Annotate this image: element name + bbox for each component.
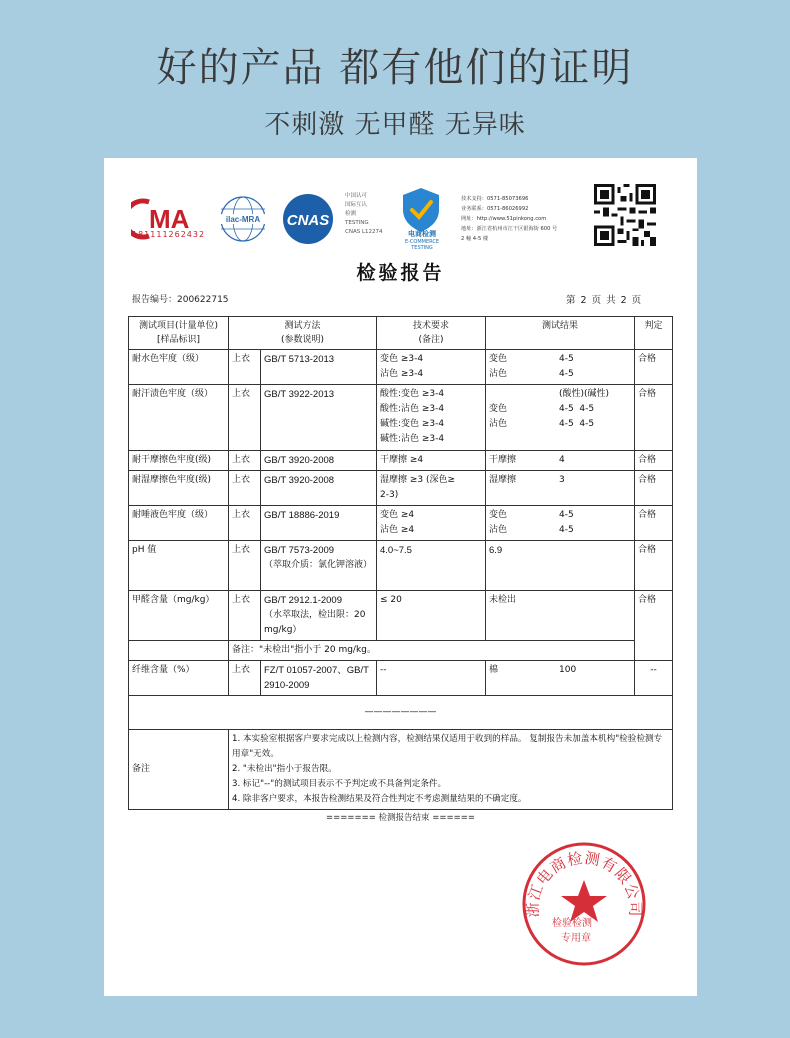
separator-row — [129, 696, 673, 730]
table-row — [129, 506, 673, 541]
hero-subtitle: 不刺激 无甲醛 无异味 — [264, 110, 526, 140]
seal-text-line1: 检验检测 — [552, 918, 592, 929]
cell-item: pH 值 — [129, 541, 229, 591]
report-title: 检验报告 — [356, 262, 445, 284]
cell-verdict: 合格 — [635, 471, 673, 506]
table-header-row — [129, 317, 673, 350]
formaldehyde-note: 备注："未检出"指小于 20 mg/kg。 — [229, 641, 635, 661]
table-row — [129, 451, 673, 471]
contact-block — [461, 194, 557, 244]
shield-sub: E-COMMERCE TESTING — [404, 239, 440, 251]
seal-arc-text: 浙江电商检测有限公司 — [523, 848, 645, 918]
cell-method: FZ/T 01057-2007、GB/T 2910-2009 — [261, 661, 377, 696]
cell-part: 上衣 — [229, 385, 261, 451]
cell-method: GB/T 3920-2008 — [261, 451, 377, 471]
pagination: 第 2 页 共 2 页 — [566, 295, 643, 306]
notes-content — [229, 730, 673, 810]
table-row — [129, 385, 673, 451]
note-line: 2. "未检出"指小于报告限。 — [232, 764, 337, 774]
cell-requirement: ≤ 20 — [377, 591, 486, 641]
header-method: 测试方法 (参数说明) — [229, 317, 377, 350]
cell-part: 上衣 — [229, 471, 261, 506]
cert-line: 检测 — [345, 211, 357, 217]
shield-label — [394, 230, 450, 251]
cell-result: 湿摩擦 3 — [486, 471, 635, 506]
cell-item: 耐湿摩擦色牢度(级) — [129, 471, 229, 506]
table-row — [129, 661, 673, 696]
cnas-logo — [276, 192, 340, 246]
cell-item: 耐干摩擦色牢度(级) — [129, 451, 229, 471]
cell-result: 6.9 — [486, 541, 635, 591]
cell-requirement: 变色 ≥4 沾色 ≥4 — [377, 506, 486, 541]
header-item: 测试项目(计量单位) [样品标识] — [129, 317, 229, 350]
shield-check-icon — [399, 186, 443, 234]
table-row — [129, 541, 673, 591]
contact-line: 技术支持：0571-85073696 — [461, 196, 529, 202]
cell-result: 棉 100 — [486, 661, 635, 696]
table-row-note — [129, 641, 673, 661]
contact-line: 2 幢 4-5 楼 — [461, 236, 489, 242]
cell-result: 变色 4-5 沾色 4-5 — [486, 350, 635, 385]
cell-result: (酸性)(碱性) 变色 4-5 4-5 沾色 4-5 4-5 — [486, 385, 635, 451]
cell-part: 上衣 — [229, 541, 261, 591]
cell-requirement: -- — [377, 661, 486, 696]
cell-part: 上衣 — [229, 350, 261, 385]
cell-verdict: -- — [635, 661, 673, 696]
cell-verdict: 合格 — [635, 591, 673, 661]
cell-method: GB/T 18886-2019 — [261, 506, 377, 541]
table-row — [129, 591, 673, 641]
separator-line: ———————— — [129, 696, 673, 730]
report-table — [128, 316, 673, 810]
note-line: 4. 除非客户要求，本报告检测结果及符合性判定不考虑测量结果的不确定度。 — [232, 794, 527, 804]
notes-row — [129, 730, 673, 810]
cell-method: GB/T 2912.1-2009 （水萃取法，检出限：20mg/kg） — [261, 591, 377, 641]
cell-method: GB/T 7573-2009 （萃取介质：氯化钾溶液） — [261, 541, 377, 591]
cell-requirement: 变色 ≥3-4 沾色 ≥3-4 — [377, 350, 486, 385]
notes-label: 备注 — [129, 730, 229, 810]
ilac-text: ilac-MRA — [225, 215, 261, 224]
cell-part: 上衣 — [229, 451, 261, 471]
cell-part: 上衣 — [229, 591, 261, 641]
ma-number: 181111262432 — [132, 230, 206, 239]
cell-result: 干摩擦 4 — [486, 451, 635, 471]
cell-result: 变色 4-5 沾色 4-5 — [486, 506, 635, 541]
hero-title: 好的产品 都有他们的证明 — [156, 45, 634, 91]
ma-logo-text: MA — [149, 204, 190, 234]
cert-line: TESTING — [345, 220, 369, 226]
shield-name: 电商检测 — [408, 230, 436, 238]
cell-item: 甲醛含量（mg/kg） — [129, 591, 229, 641]
cell-requirement: 干摩擦 ≥4 — [377, 451, 486, 471]
report-number: 报告编号：200622715 — [132, 295, 229, 305]
note-line: 3. 标记"--"的测试项目表示不予判定或不具备判定条件。 — [232, 779, 447, 789]
cell-method: GB/T 3920-2008 — [261, 471, 377, 506]
report-paper — [104, 158, 697, 996]
cell-requirement: 湿摩擦 ≥3 (深色≥ 2-3) — [377, 471, 486, 506]
official-seal-stamp — [520, 840, 648, 968]
seal-text-line2: 专用章 — [561, 933, 591, 944]
header-result: 测试结果 — [486, 317, 635, 350]
cell-result: 未检出 — [486, 591, 635, 641]
cell-verdict: 合格 — [635, 541, 673, 591]
table-row — [129, 350, 673, 385]
note-line: 1. 本实验室根据客户要求完成以上检测内容，检测结果仅适用于收到的样品。 复制报告未加盖本机构"检验检测专用章"无效。 — [232, 734, 663, 759]
cell-verdict: 合格 — [635, 385, 673, 451]
cert-line: 国际互认 — [345, 202, 368, 208]
contact-line: 业务联系：0571-86026992 — [461, 206, 529, 212]
cert-line: 中国认可 — [345, 193, 368, 199]
cell-verdict: 合格 — [635, 350, 673, 385]
report-end: ======= 检测报告结束 ====== — [326, 813, 475, 823]
cell-part: 上衣 — [229, 506, 261, 541]
cell-verdict: 合格 — [635, 506, 673, 541]
cell-item: 耐水色牢度（级） — [129, 350, 229, 385]
table-row — [129, 471, 673, 506]
ilac-mra-logo — [218, 194, 268, 244]
cell-item: 耐唾液色牢度（级） — [129, 506, 229, 541]
cell-item: 纤维含量（%） — [129, 661, 229, 696]
header-verdict: 判定 — [635, 317, 673, 350]
cell-method: GB/T 3922-2013 — [261, 385, 377, 451]
cell-requirement: 酸性:变色 ≥3-4 酸性:沾色 ≥3-4 碱性:变色 ≥3-4 碱性:沾色 ≥3-4 — [377, 385, 486, 451]
cell-part: 上衣 — [229, 661, 261, 696]
qr-code-icon[interactable] — [594, 184, 656, 246]
contact-line: 网址：http://www.51pinkong.com — [461, 216, 547, 222]
cert-line: CNAS L12274 — [345, 229, 383, 235]
cell-requirement: 4.0~7.5 — [377, 541, 486, 591]
cnas-text: CNAS — [286, 212, 330, 229]
cell-method: GB/T 5713-2013 — [261, 350, 377, 385]
contact-line: 地址：浙江省杭州市江干区银海街 600 号 — [461, 226, 558, 232]
cell-item: 耐汗渍色牢度（级） — [129, 385, 229, 451]
cert-lines — [345, 192, 383, 237]
header-requirement: 技术要求 (备注) — [377, 317, 486, 350]
cell-verdict: 合格 — [635, 451, 673, 471]
